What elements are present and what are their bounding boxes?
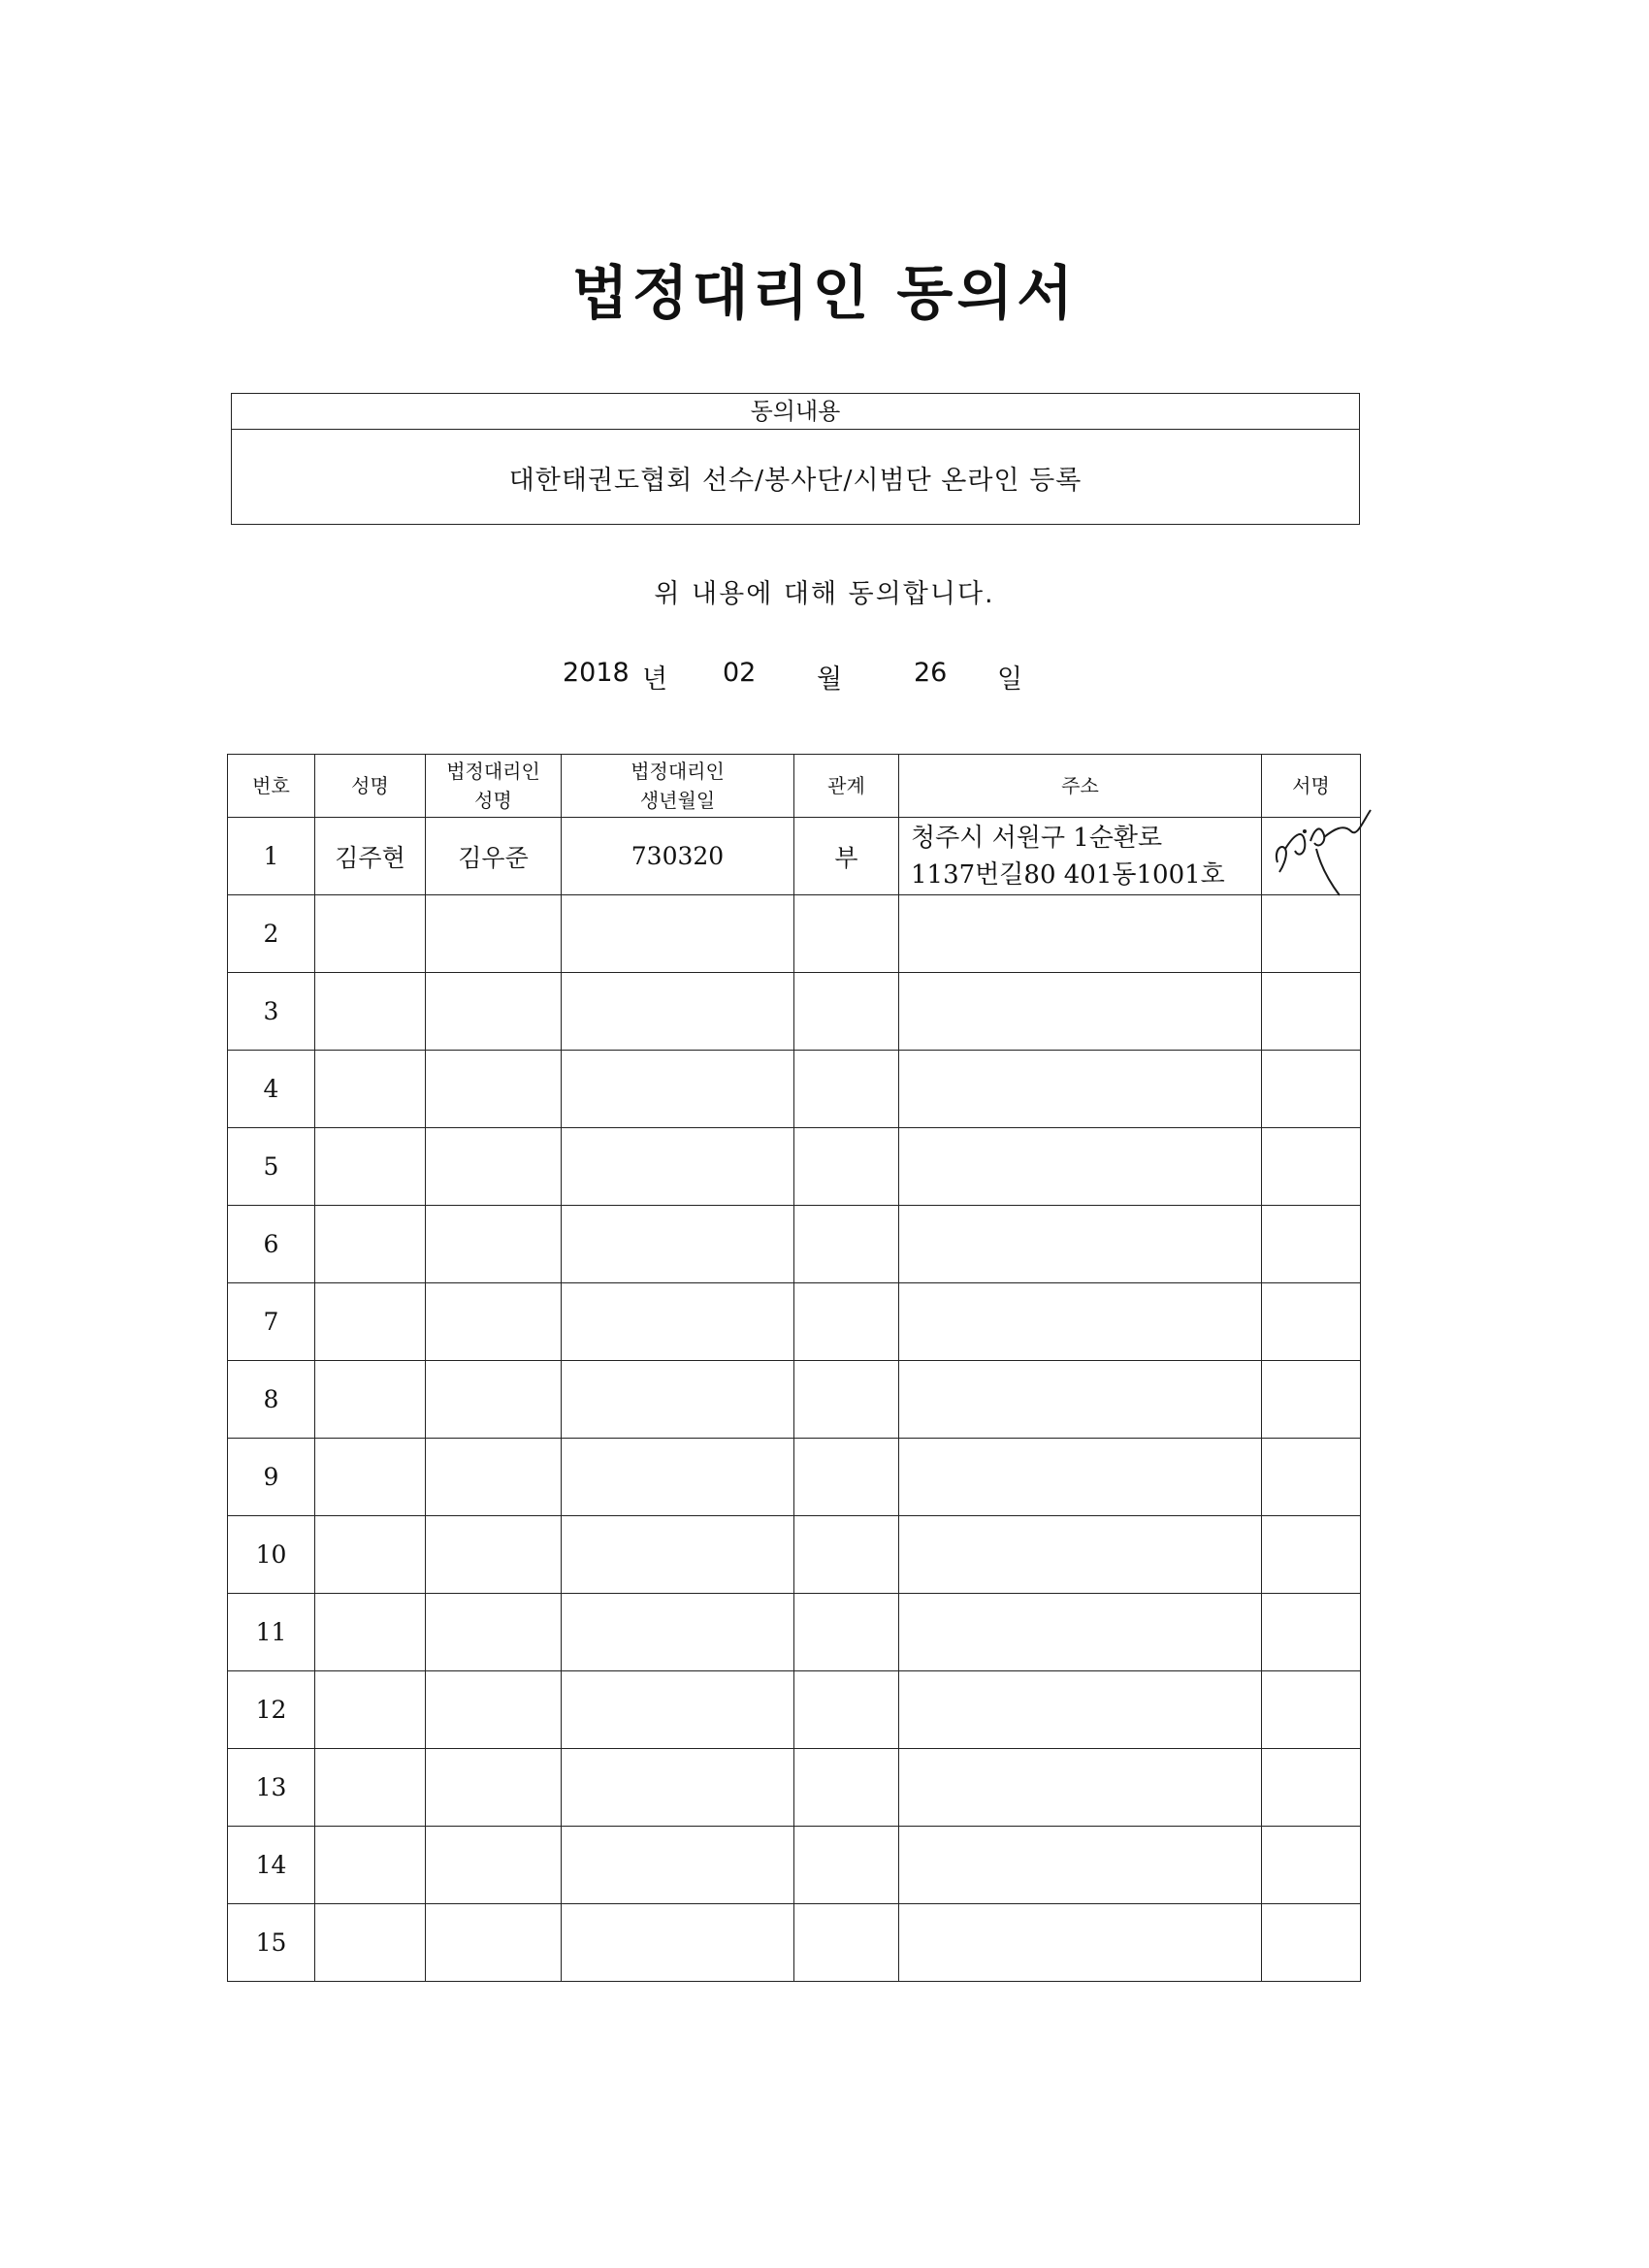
table-body [228, 818, 1361, 1982]
row-name [315, 1827, 426, 1904]
row-name [315, 1749, 426, 1827]
row-guardian-birth [562, 1671, 794, 1749]
row-guardian-birth [562, 973, 794, 1051]
row-guardian-name [426, 1827, 562, 1904]
date-year-label: 년 [642, 664, 668, 695]
row-signature [1262, 1904, 1361, 1982]
table-row [228, 818, 1361, 895]
row-number: 5 [228, 1128, 315, 1206]
header-guardian-name [426, 755, 562, 818]
row-address-line1: 청주시 서원구 1순환로 [911, 823, 1163, 853]
row-address [899, 1516, 1262, 1594]
row-number: 9 [228, 1439, 315, 1516]
row-guardian-birth [562, 1206, 794, 1283]
agreement-statement: 위 내용에 대해 동의합니다. [654, 579, 995, 609]
header-name: 성명 [315, 755, 426, 818]
header-guardian-name-line1: 법정대리인 [446, 760, 540, 783]
table-row [228, 1671, 1361, 1749]
row-name [315, 1206, 426, 1283]
date-year: 2018 [563, 658, 630, 688]
row-relation [794, 1051, 899, 1128]
row-relation [794, 895, 899, 973]
row-relation [794, 1283, 899, 1361]
table-row [228, 973, 1361, 1051]
row-address [899, 818, 1262, 895]
row-number: 3 [228, 973, 315, 1051]
row-guardian-name [426, 1749, 562, 1827]
row-address [899, 1206, 1262, 1283]
row-name [315, 1361, 426, 1439]
row-name [315, 1051, 426, 1128]
row-guardian-birth [562, 1904, 794, 1982]
row-number: 12 [228, 1671, 315, 1749]
row-signature [1262, 1206, 1361, 1283]
row-guardian-name [426, 1439, 562, 1516]
row-name [315, 1671, 426, 1749]
row-guardian-birth [562, 1594, 794, 1671]
row-number: 8 [228, 1361, 315, 1439]
row-address [899, 1361, 1262, 1439]
row-guardian-name [426, 1594, 562, 1671]
row-name [315, 1439, 426, 1516]
row-guardian-name [426, 1051, 562, 1128]
row-address-line2: 1137번길80 401동1001호 [911, 859, 1225, 890]
row-signature [1262, 895, 1361, 973]
row-guardian-birth [562, 1827, 794, 1904]
row-relation [794, 1206, 899, 1283]
consent-box-content: 대한태권도협회 선수/봉사단/시범단 온라인 등록 [508, 466, 1083, 496]
guardian-table [227, 754, 1361, 1982]
header-guardian-birth-line1: 법정대리인 [630, 760, 725, 783]
header-guardian-birth-line2: 생년월일 [639, 789, 716, 812]
row-guardian-name [426, 1671, 562, 1749]
row-number: 4 [228, 1051, 315, 1128]
row-name [315, 1516, 426, 1594]
table-row [228, 1283, 1361, 1361]
table-row [228, 1128, 1361, 1206]
row-guardian-name: 김우준 [426, 818, 562, 895]
row-signature [1262, 1439, 1361, 1516]
table-row [228, 1516, 1361, 1594]
table-row [228, 1827, 1361, 1904]
row-signature [1262, 1128, 1361, 1206]
row-name [315, 1594, 426, 1671]
row-address [899, 1283, 1262, 1361]
row-name: 김주현 [315, 818, 426, 895]
row-signature [1262, 1361, 1361, 1439]
row-number: 1 [228, 818, 315, 895]
header-number: 번호 [228, 755, 315, 818]
row-number: 6 [228, 1206, 315, 1283]
row-guardian-birth: 730320 [562, 818, 794, 895]
row-address [899, 1904, 1262, 1982]
row-relation [794, 1749, 899, 1827]
row-guardian-birth [562, 1749, 794, 1827]
row-number: 14 [228, 1827, 315, 1904]
table-row [228, 895, 1361, 973]
row-number: 10 [228, 1516, 315, 1594]
header-signature: 서명 [1262, 755, 1361, 818]
date-month: 02 [723, 658, 757, 688]
row-address [899, 1051, 1262, 1128]
row-signature [1262, 1749, 1361, 1827]
row-number: 13 [228, 1749, 315, 1827]
row-relation [794, 1439, 899, 1516]
header-address: 주소 [899, 755, 1262, 818]
row-relation [794, 1904, 899, 1982]
row-signature [1262, 1283, 1361, 1361]
row-guardian-name [426, 973, 562, 1051]
row-guardian-birth [562, 1439, 794, 1516]
row-number: 2 [228, 895, 315, 973]
date-day: 26 [914, 658, 948, 688]
row-address [899, 895, 1262, 973]
table-row [228, 1051, 1361, 1128]
row-relation [794, 1671, 899, 1749]
row-name [315, 973, 426, 1051]
row-guardian-name [426, 1283, 562, 1361]
row-signature [1262, 973, 1361, 1051]
row-number: 15 [228, 1904, 315, 1982]
row-name [315, 895, 426, 973]
row-signature [1262, 1594, 1361, 1671]
row-address [899, 1128, 1262, 1206]
row-guardian-birth [562, 1283, 794, 1361]
row-guardian-name [426, 1128, 562, 1206]
row-signature [1262, 1051, 1361, 1128]
header-guardian-birth [562, 755, 794, 818]
row-address [899, 1439, 1262, 1516]
row-guardian-birth [562, 1128, 794, 1206]
row-signature [1262, 1827, 1361, 1904]
consent-box-header: 동의내용 [232, 394, 1359, 430]
table-row [228, 1206, 1361, 1283]
row-signature [1262, 1516, 1361, 1594]
row-guardian-name [426, 895, 562, 973]
row-address [899, 1594, 1262, 1671]
row-name [315, 1128, 426, 1206]
row-number: 7 [228, 1283, 315, 1361]
row-guardian-name [426, 1206, 562, 1283]
row-relation [794, 1594, 899, 1671]
table-row [228, 1594, 1361, 1671]
row-guardian-birth [562, 895, 794, 973]
row-address [899, 1827, 1262, 1904]
row-relation [794, 1361, 899, 1439]
row-relation [794, 1827, 899, 1904]
row-signature [1262, 818, 1361, 895]
row-guardian-birth [562, 1516, 794, 1594]
row-guardian-name [426, 1904, 562, 1982]
row-name [315, 1904, 426, 1982]
row-signature [1262, 1671, 1361, 1749]
row-relation [794, 1516, 899, 1594]
date-day-label: 일 [997, 664, 1023, 695]
table-row [228, 1904, 1361, 1982]
row-guardian-name [426, 1516, 562, 1594]
row-number: 11 [228, 1594, 315, 1671]
row-relation [794, 973, 899, 1051]
row-relation: 부 [794, 818, 899, 895]
row-relation [794, 1128, 899, 1206]
row-address [899, 1749, 1262, 1827]
date-month-label: 월 [817, 664, 843, 695]
row-guardian-birth [562, 1361, 794, 1439]
row-address [899, 1671, 1262, 1749]
table-row [228, 1749, 1361, 1827]
row-name [315, 1283, 426, 1361]
consent-content-box [231, 393, 1360, 525]
row-address [899, 973, 1262, 1051]
header-relation: 관계 [794, 755, 899, 818]
header-guardian-name-line2: 성명 [474, 789, 512, 812]
table-header-row [228, 755, 1361, 818]
row-guardian-name [426, 1361, 562, 1439]
table-row [228, 1439, 1361, 1516]
row-guardian-birth [562, 1051, 794, 1128]
page-title: 법정대리인 동의서 [571, 260, 1078, 328]
table-row [228, 1361, 1361, 1439]
